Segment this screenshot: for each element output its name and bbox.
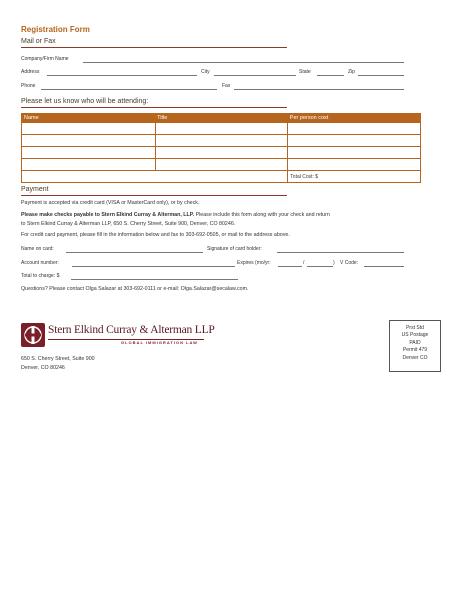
vcode-label: V Code: [340, 260, 359, 266]
table-row [22, 123, 421, 135]
stamp-line: Denver CO [402, 354, 428, 361]
footer-address-line2: Denver, CO 80246 [21, 365, 65, 371]
name-on-card-label: Name on card: [21, 246, 54, 252]
check-payable-text: Please make checks payable to Stern Elkind Curray & Alterman, LLP. [21, 212, 195, 218]
section-divider [21, 195, 287, 196]
section-divider [21, 107, 287, 108]
title-cell[interactable] [155, 135, 288, 147]
state-field[interactable] [317, 75, 344, 76]
state-label: State [299, 69, 311, 75]
attendees-heading: Please let us know who will be attending: [21, 98, 149, 105]
firm-name: Stern Elkind Curray & Alterman LLP [48, 324, 215, 336]
signature-label: Signature of card holder: [207, 246, 262, 252]
company-label: Company/Firm Name [21, 56, 69, 62]
name-cell[interactable] [22, 123, 156, 135]
address-label: Address [21, 69, 40, 75]
name-on-card-field[interactable] [66, 252, 203, 253]
stamp-line: Permit 479 [402, 347, 428, 354]
signature-field[interactable] [277, 252, 404, 253]
expires-month-field[interactable] [278, 266, 302, 267]
table-row [22, 135, 421, 147]
firm-logo-icon [21, 323, 45, 347]
table-row [22, 147, 421, 159]
empty-cell [22, 171, 156, 183]
stamp-line: US Postage [401, 332, 429, 339]
total-charge-label: Total to charge: $ [21, 273, 60, 279]
phone-label: Phone [21, 83, 36, 89]
stamp-line: Prst Std [406, 325, 424, 331]
empty-cell [155, 171, 288, 183]
table-header-row [22, 114, 421, 123]
check-return-text: Please include this form along with your check and return [194, 212, 330, 218]
city-field[interactable] [214, 75, 296, 76]
firm-tagline: GLOBAL IMMIGRATION LAW [121, 340, 198, 345]
total-cost-cell[interactable] [288, 171, 421, 183]
expires-slash: / [303, 260, 305, 266]
fax-field[interactable] [234, 89, 404, 90]
attendees-table [21, 113, 421, 183]
name-cell[interactable] [22, 135, 156, 147]
section-divider [21, 47, 287, 48]
vcode-field[interactable] [364, 266, 404, 267]
city-label: City [201, 69, 210, 75]
zip-field[interactable] [358, 75, 404, 76]
phone-field[interactable] [41, 89, 217, 90]
table-row [22, 159, 421, 171]
stamp-line: PAID [409, 339, 421, 346]
cost-cell[interactable] [288, 159, 421, 171]
title-cell[interactable] [155, 159, 288, 171]
account-number-field[interactable] [72, 266, 235, 267]
form-title: Registration Form [21, 25, 90, 34]
address-field[interactable] [47, 75, 197, 76]
cost-cell[interactable] [288, 147, 421, 159]
mail-fax-heading: Mail or Fax [21, 38, 56, 45]
cost-cell[interactable] [288, 123, 421, 135]
name-cell[interactable] [22, 147, 156, 159]
col-name-header: Name [22, 114, 156, 123]
credit-card-instructions: For credit card payment, please fill in the information below and fax to 303-692-0505, or mail to the address above. [21, 232, 290, 238]
payment-methods-text: Payment is accepted via credit card (VISA or MasterCard only), or by check. [21, 200, 200, 206]
cost-cell[interactable] [288, 135, 421, 147]
total-charge-field[interactable] [71, 279, 238, 280]
expires-year-field[interactable] [307, 266, 333, 267]
col-title-header: Title [155, 114, 288, 123]
fax-label: Fax [222, 83, 231, 89]
check-instructions [21, 212, 330, 218]
postage-stamp [389, 320, 441, 372]
questions-text: Questions? Please contact Olga Salazar at 303-692-0111 or e-mail: Olga.Salazar@secalaw.com. [21, 286, 249, 292]
name-cell[interactable] [22, 159, 156, 171]
company-field[interactable] [83, 62, 404, 63]
title-cell[interactable] [155, 147, 288, 159]
account-number-label: Account number: [21, 260, 59, 266]
table-total-row [22, 171, 421, 183]
expires-label: Expires (mo/yr: [237, 260, 271, 266]
zip-label: Zip [348, 69, 355, 75]
return-address-text: to Stern Elkind Curray & Alterman LLP, 650 S. Cherry Street, Suite 900, Denver, CO 80246. [21, 221, 236, 227]
total-cost-label: Total Cost: $ [290, 173, 319, 180]
title-cell[interactable] [155, 123, 288, 135]
col-cost-header: Per person cost [288, 114, 421, 123]
payment-heading: Payment [21, 186, 49, 193]
expires-close: ) [333, 260, 335, 266]
footer-address-line1: 650 S. Cherry Street, Suite 900 [21, 356, 95, 362]
